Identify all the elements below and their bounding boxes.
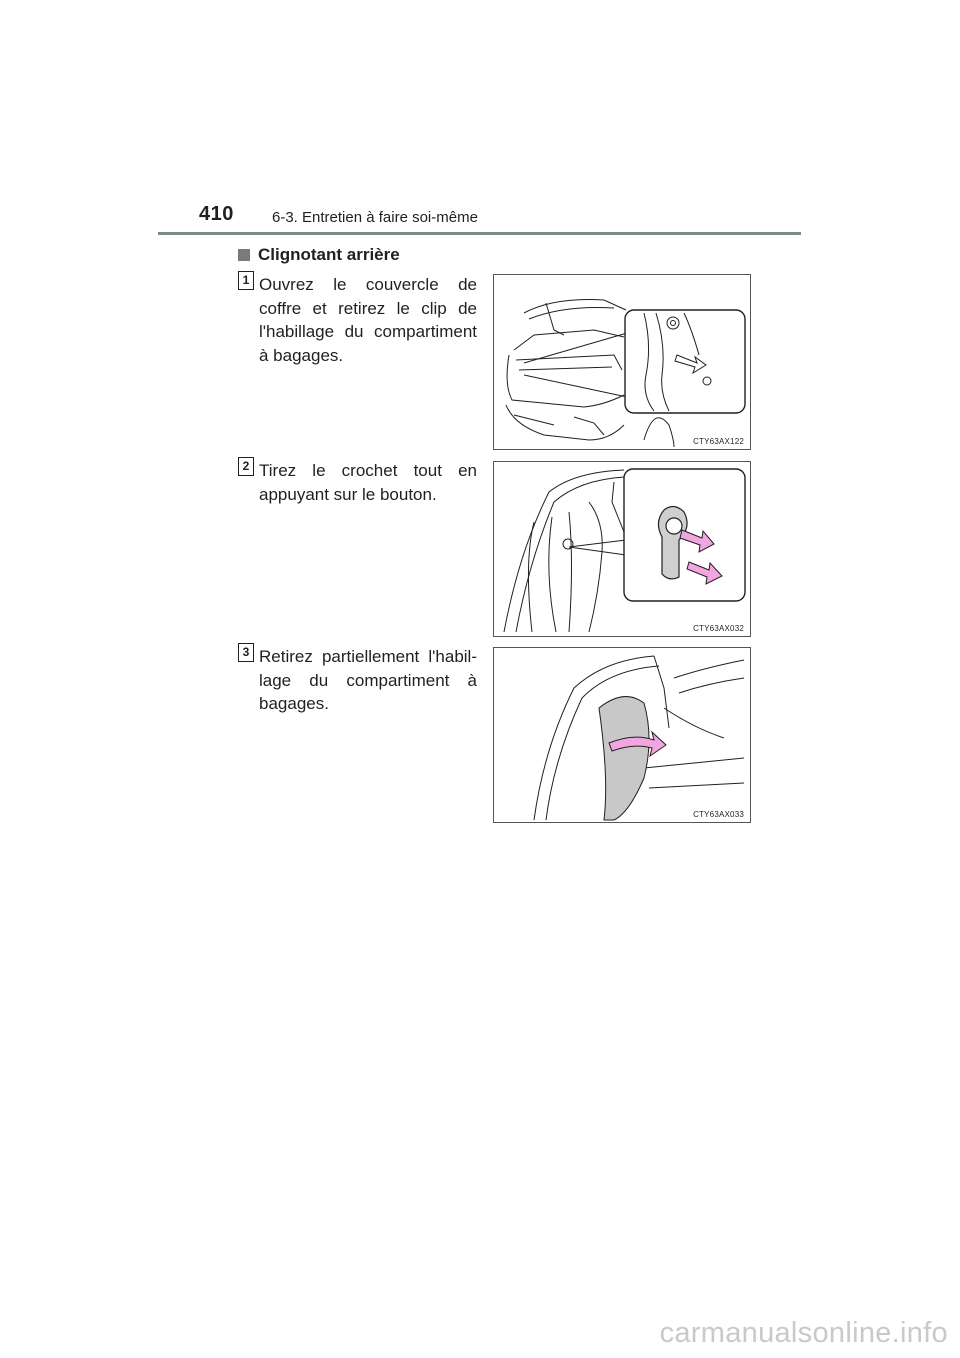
square-bullet-icon: [238, 249, 250, 261]
step-text-1: Ouvrez le couvercle de coffre et retirez le clip de l'habillage du compartiment à bagages.: [259, 275, 477, 365]
section-title: 6-3. Entretien à faire soi-même: [272, 209, 478, 226]
step-badge-3: 3: [238, 643, 254, 662]
trunk-open-illustration: [494, 275, 750, 449]
header-rule: [158, 232, 801, 235]
trim-removal-illustration: [494, 648, 750, 822]
figure-2: [493, 461, 751, 637]
figure-code-3: CTY63AX033: [693, 810, 744, 819]
sub-heading: [238, 245, 400, 265]
figure-3: [493, 647, 751, 823]
page-number: 410: [199, 203, 234, 225]
step-text-3: Retirez partiellement l'habil-lage du compartiment à bagages.: [259, 647, 477, 713]
sub-heading-text: Clignotant arrière: [258, 245, 400, 264]
watermark: carmanualsonline.info: [659, 1317, 948, 1349]
step-text-2: Tirez le crochet tout en appuyant sur le bouton.: [259, 461, 477, 504]
step-badge-2: 2: [238, 457, 254, 476]
figure-code-1: CTY63AX122: [693, 437, 744, 446]
step-badge-1: 1: [238, 271, 254, 290]
figure-code-2: CTY63AX032: [693, 624, 744, 633]
hook-release-illustration: [494, 462, 750, 636]
figure-1: [493, 274, 751, 450]
